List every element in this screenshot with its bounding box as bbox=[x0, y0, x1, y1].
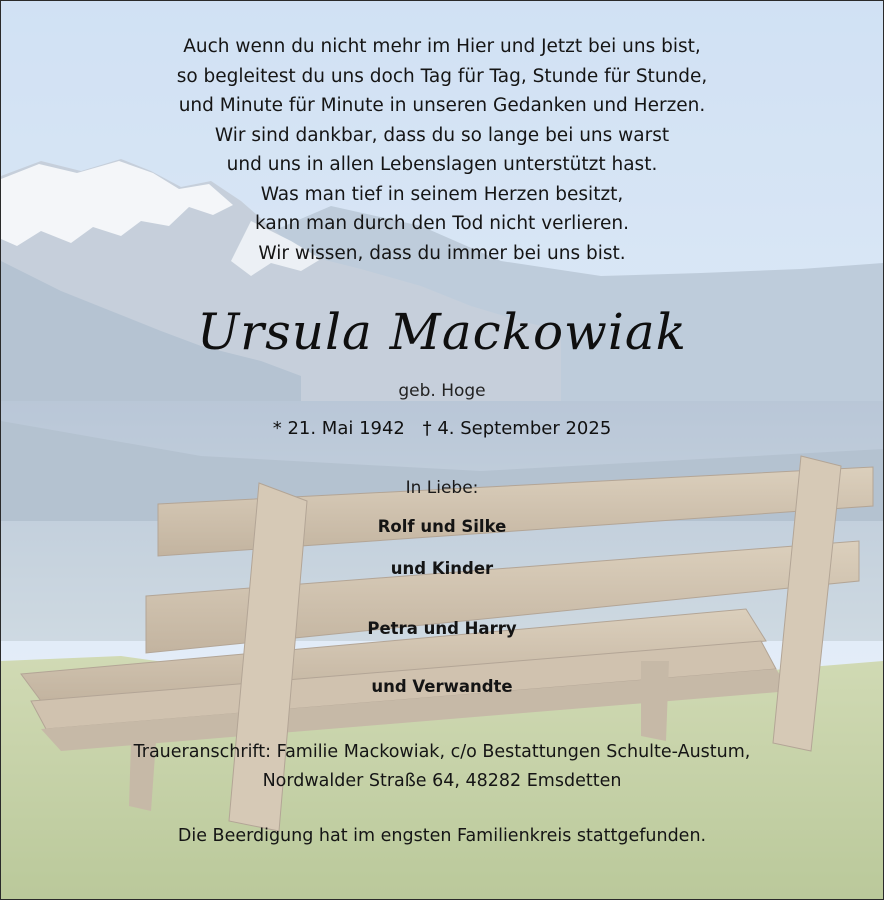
mourner-name: Petra und Harry bbox=[367, 619, 517, 638]
funeral-note: Die Beerdigung hat im engsten Familienkreis stattgefunden. bbox=[177, 826, 707, 846]
life-dates bbox=[1, 418, 883, 439]
mourner-name: und Kinder bbox=[390, 559, 494, 578]
poem-line: Wir wissen, dass du immer bei uns bist. bbox=[258, 242, 626, 264]
poem-line: Was man tief in seinem Herzen besitzt, bbox=[260, 183, 624, 205]
birth-name: geb. Hoge bbox=[398, 381, 486, 401]
poem-line: und Minute für Minute in unseren Gedanken und Herzen. bbox=[178, 95, 706, 116]
birth-date: * 21. Mai 1942 bbox=[272, 418, 405, 439]
obituary-content bbox=[1, 1, 883, 899]
poem-line: so begleitest du uns doch Tag für Tag, Stunde für Stunde, bbox=[176, 65, 708, 87]
mourner-name: und Verwandte bbox=[371, 677, 513, 696]
mourner-name: Rolf und Silke bbox=[377, 517, 507, 536]
death-date: † 4. September 2025 bbox=[422, 418, 612, 439]
poem-line: Auch wenn du nicht mehr im Hier und Jetzt bei uns bist, bbox=[183, 36, 701, 57]
mourners-intro: In Liebe: bbox=[405, 478, 479, 498]
mourning-address bbox=[1, 738, 883, 796]
poem-line: Wir sind dankbar, dass du so lange bei uns warst bbox=[214, 124, 670, 146]
poem-line: kann man durch den Tod nicht verlieren. bbox=[255, 213, 629, 234]
deceased-name: Ursula Mackowiak bbox=[197, 303, 687, 361]
memorial-poem bbox=[1, 32, 883, 268]
address-line: Nordwalder Straße 64, 48282 Emsdetten bbox=[262, 771, 622, 791]
poem-line: und uns in allen Lebenslagen unterstützt hast. bbox=[226, 154, 658, 175]
address-line: Traueranschrift: Familie Mackowiak, c/o Bestattungen Schulte-Austum, bbox=[133, 742, 751, 762]
